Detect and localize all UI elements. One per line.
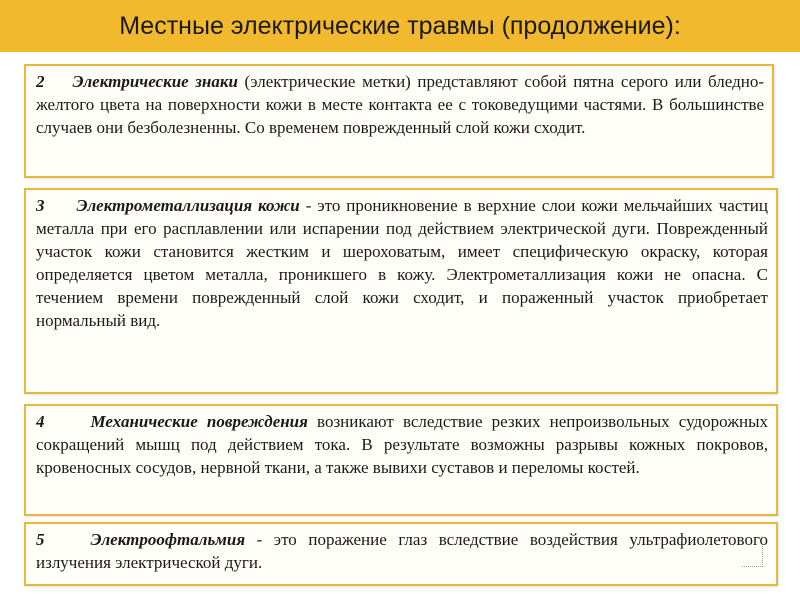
item-box-electric-marks [24, 64, 774, 178]
item-box-electroophthalmia [24, 522, 778, 586]
item-number: 4 [36, 412, 45, 431]
item-box-skin-metallization [24, 188, 778, 394]
item-term: Электрические знаки [72, 72, 238, 91]
item-term: Механические повреждения [90, 412, 308, 431]
item-text: возникают вследствие резких непроизвольных судорожных сокращений мышц под действием тока. В результате возможны разрывы кожных покровов, кровеносных сосудов, нервной ткани, а также вывихи суставов и переломы костей. [36, 412, 768, 477]
item-text: - это проникновение в верхние слои кожи мельчайших частиц металла при его расплавлении или испарении под действием электрической дуги. Поврежденный участок кожи становится жестким и шероховатым, имеет специфическую окраску, которая определяется цветом металла, проникшего в кожу. Электрометаллизация кожи не опасна. С течением времени поврежденный слой кожи сходит, и пораженный участок приобретает нормальный вид. [36, 196, 768, 330]
item-term: Электроофтальмия [90, 530, 246, 549]
item-term: Электрометаллизация кожи [76, 196, 300, 215]
item-text: - это поражение глаз вследствие воздействия ультрафиолетового излучения электрической дуги. [36, 530, 768, 572]
item-text: (электрические метки) представляют собой пятна серого или бледно-желтого цвета на поверхности кожи в месте контакта ее с токоведущими частями. В большинстве случаев они безболезненны. Со временем поврежденный слой кожи сходит. [36, 72, 764, 137]
title-bar [0, 0, 800, 52]
item-number: 5 [36, 530, 45, 549]
item-box-mechanical-injuries [24, 404, 778, 516]
item-number: 2 [36, 72, 45, 91]
placeholder-corner-mark [742, 546, 763, 567]
item-number: 3 [36, 196, 45, 215]
page-title: Местные электрические травмы (продолжение): [119, 11, 681, 40]
